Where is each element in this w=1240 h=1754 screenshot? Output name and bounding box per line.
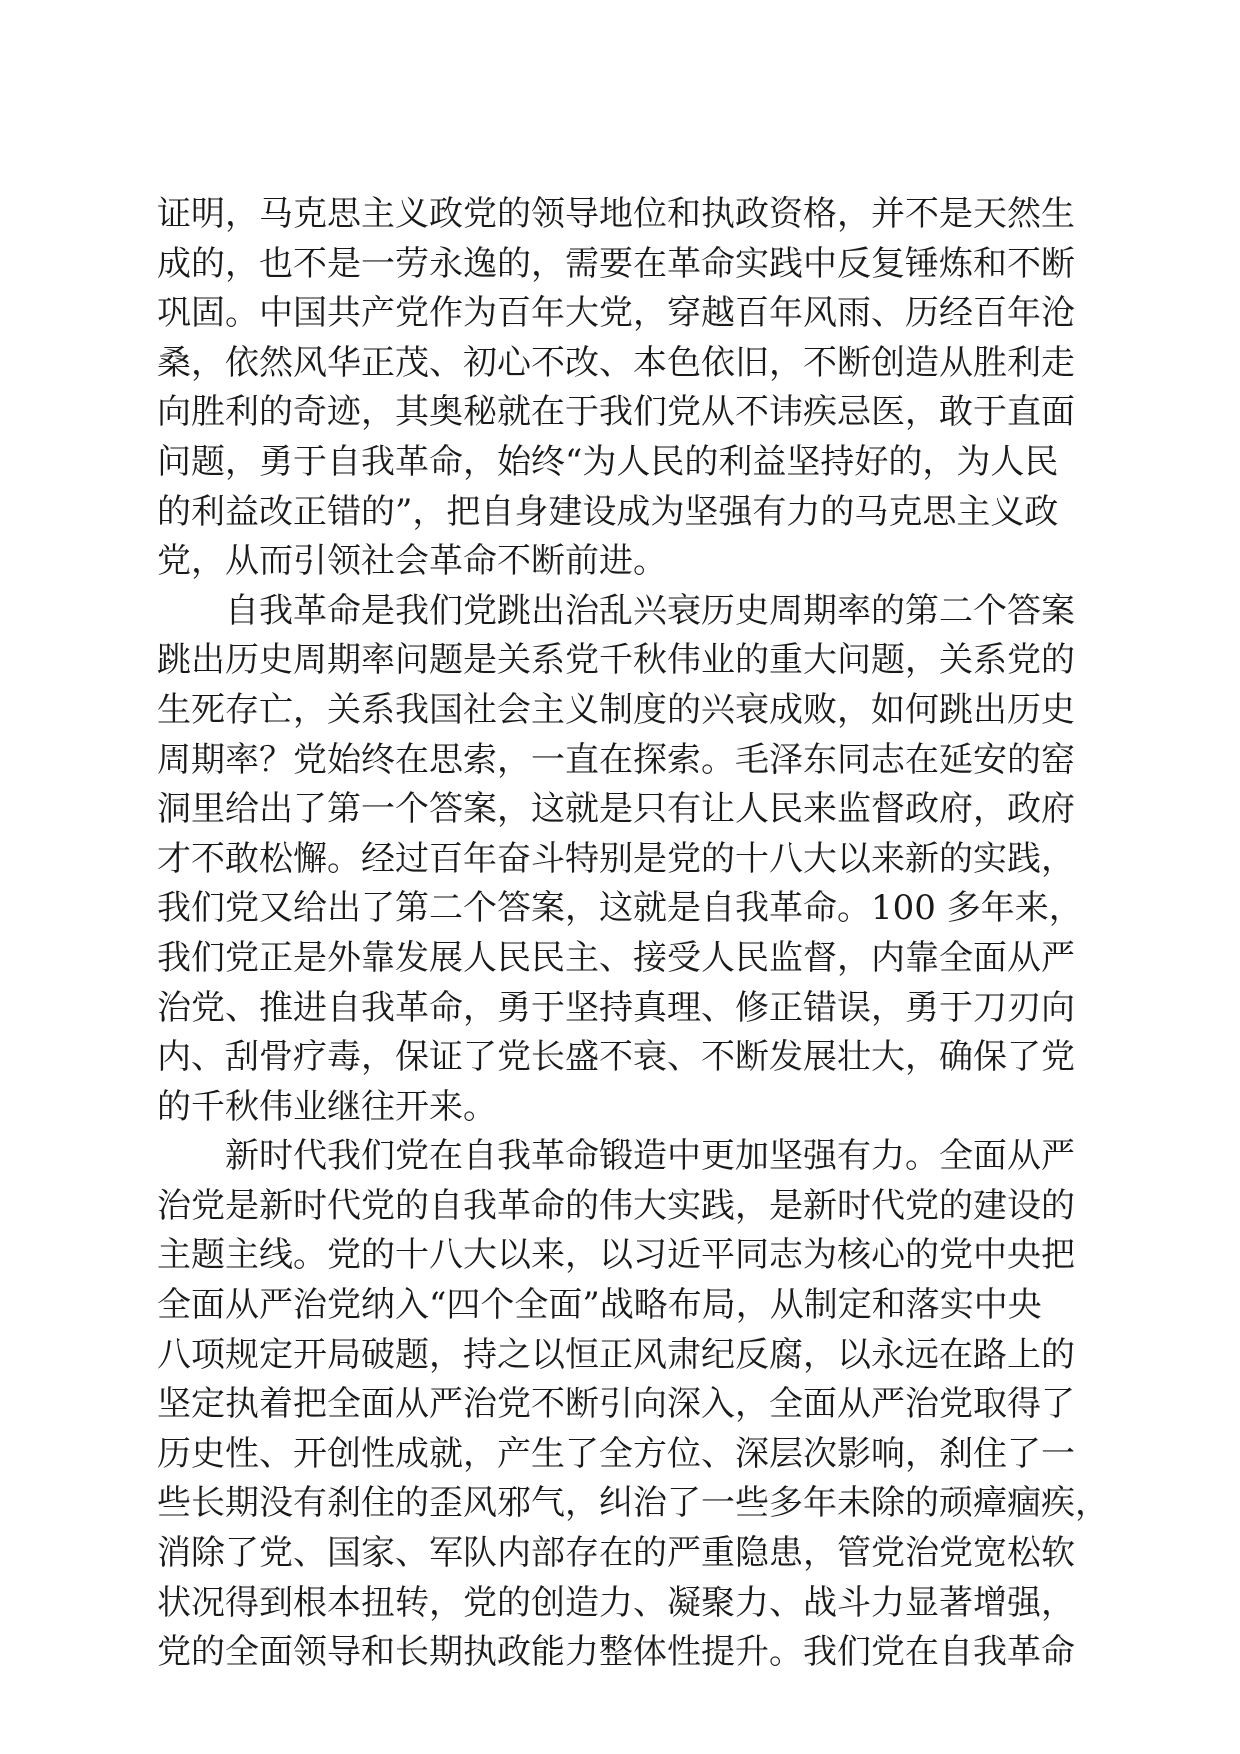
text-line: 八项规定开局破题，持之以恒正风肃纪反腐，以永远在路上的 <box>157 1334 1075 1375</box>
text-line: 问题，勇于自我革命，始终“为人民的利益坚持好的，为人民 <box>157 441 1059 482</box>
text-line: 周期率？党始终在思索，一直在探索。毛泽东同志在延安的窑 <box>157 739 1075 780</box>
text-line: 治党是新时代党的自我革命的伟大实践，是新时代党的建设的 <box>157 1185 1075 1226</box>
text-line: 证明，马克思主义政党的领导地位和执政资格，并不是天然生 <box>157 194 1075 234</box>
paragraph-heading-line: 新时代我们党在自我革命锻造中更加坚强有力。全面从严 <box>225 1136 1075 1177</box>
text-line: 党的全面领导和长期执政能力整体性提升。我们党在自我革命 <box>157 1632 1075 1673</box>
text-line: 全面从严治党纳入“四个全面”战略布局，从制定和落实中央 <box>157 1285 1042 1326</box>
text-line: 生死存亡，关系我国社会主义制度的兴衰成败，如何跳出历史 <box>157 689 1075 730</box>
text-line: 才不敢松懈。经过百年奋斗特别是党的十八大以来新的实践， <box>157 838 1075 879</box>
text-line: 内、刮骨疗毒，保证了党长盛不衰、不断发展壮大，确保了党 <box>157 1037 1075 1078</box>
text-line: 跳出历史周期率问题是关系党千秋伟业的重大问题，关系党的 <box>157 640 1075 681</box>
text-line: 坚定执着把全面从严治党不断引向深入，全面从严治党取得了 <box>157 1384 1075 1425</box>
text-line: 桑，依然风华正茂、初心不改、本色依旧，不断创造从胜利走 <box>157 342 1075 383</box>
text-line: 消除了党、国家、军队内部存在的严重隐患，管党治党宽松软 <box>157 1533 1075 1574</box>
body-text <box>157 190 1109 1678</box>
text-line: 洞里给出了第一个答案，这就是只有让人民来监督政府，政府 <box>157 789 1075 830</box>
text-line: 向胜利的奇迹，其奥秘就在于我们党从不讳疾忌医，敢于直面 <box>157 392 1075 433</box>
text-line: 的千秋伟业继往开来。 <box>157 1086 497 1127</box>
text-line: 我们党又给出了第二个答案，这就是自我革命。100 多年来， <box>157 888 1083 929</box>
text-line: 成的，也不是一劳永逸的，需要在革命实践中反复锤炼和不断 <box>157 243 1075 284</box>
text-line: 些长期没有刹住的歪风邪气，纠治了一些多年未除的顽瘴痼疾， <box>157 1483 1109 1524</box>
text-line: 主题主线。党的十八大以来，以习近平同志为核心的党中央把 <box>157 1235 1075 1276</box>
text-line: 党，从而引领社会革命不断前进。 <box>157 541 667 582</box>
text-line: 状况得到根本扭转，党的创造力、凝聚力、战斗力显著增强， <box>157 1582 1075 1623</box>
paragraph-heading-line: 自我革命是我们党跳出治乱兴衰历史周期率的第二个答案 <box>225 590 1075 631</box>
text-line: 历史性、开创性成就，产生了全方位、深层次影响，刹住了一 <box>157 1433 1075 1474</box>
text-line: 我们党正是外靠发展人民民主、接受人民监督，内靠全面从严 <box>157 937 1075 978</box>
text-line: 的利益改正错的”，把自身建设成为坚强有力的马克思主义政 <box>157 491 1059 532</box>
text-line: 巩固。中国共产党作为百年大党，穿越百年风雨、历经百年沧 <box>157 293 1075 334</box>
text-line: 治党、推进自我革命，勇于坚持真理、修正错误，勇于刀刃向 <box>157 987 1075 1028</box>
